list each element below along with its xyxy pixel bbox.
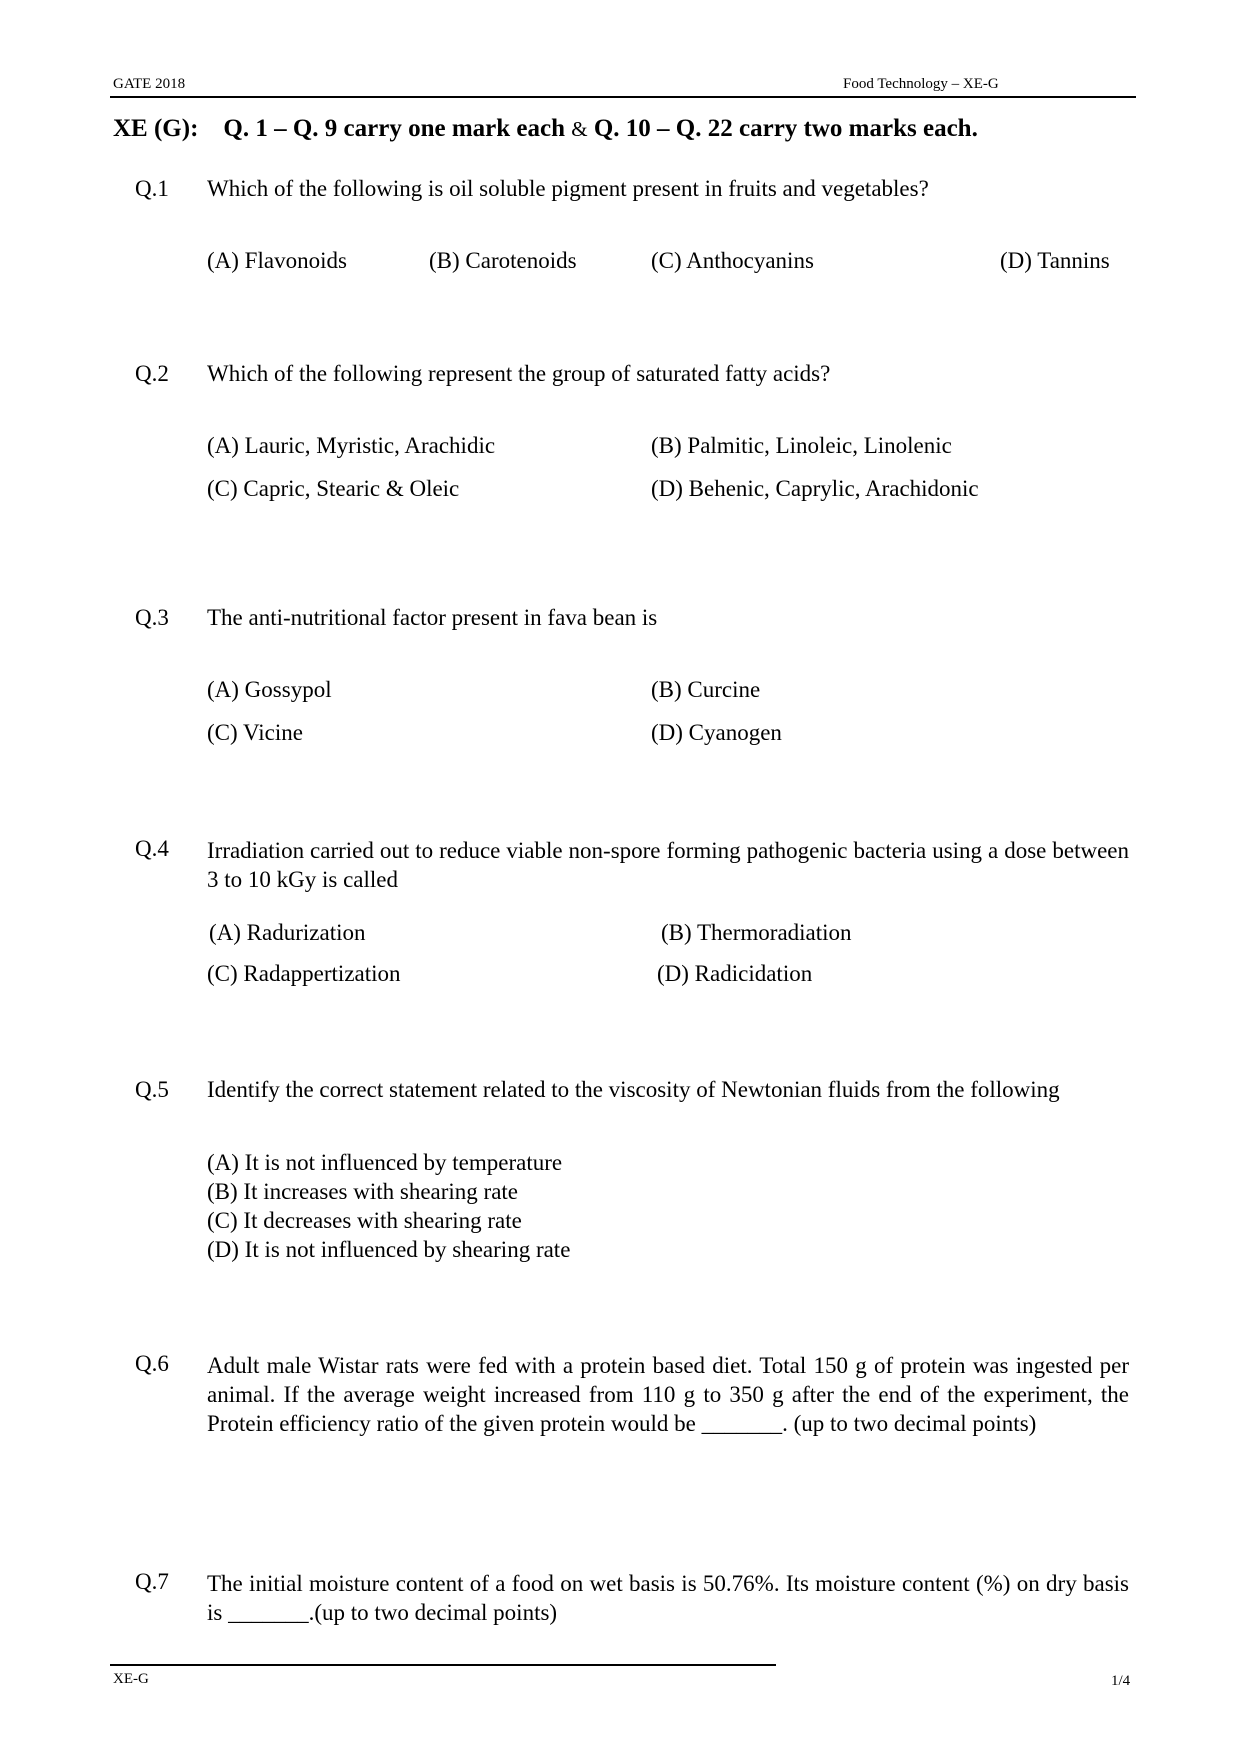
option-a: (A) Radurization: [209, 920, 366, 945]
option-a: (A) It is not influenced by temperature: [207, 1150, 563, 1175]
option-b: (B) Palmitic, Linoleic, Linolenic: [651, 433, 952, 458]
question-number: Q.1: [135, 176, 169, 201]
option-c: (C) Anthocyanins: [651, 248, 814, 273]
question-text: Which of the following represent the group of saturated fatty acids?: [207, 361, 831, 386]
section-code: XE (G):: [113, 115, 199, 142]
option-c: (C) It decreases with shearing rate: [207, 1208, 522, 1233]
section-title: [113, 115, 978, 143]
footer-rule: [110, 1664, 776, 1666]
section-part1: Q. 1 – Q. 9 carry one mark each: [223, 115, 566, 142]
page-number: 1/4: [1111, 1673, 1131, 1689]
header-rule: [110, 96, 1136, 98]
option-list: [207, 1148, 570, 1264]
option-d: (D) Radicidation: [657, 961, 813, 986]
option-a: (A) Lauric, Myristic, Arachidic: [207, 433, 496, 458]
question-text: Adult male Wistar rats were fed with a protein based diet. Total 150 g of protein was ingested per animal. If the average weight increased from 110 g to 350 g after the end of the experiment, the Protein efficiency ratio of the given protein would be _______. (up to two decimal points): [207, 1353, 1129, 1436]
option-b: (B) It increases with shearing rate: [207, 1179, 519, 1204]
option-b: (B) Thermoradiation: [661, 920, 852, 945]
question-text: The initial moisture content of a food on wet basis is 50.76%. Its moisture content (%) on dry basis is _______.(up to two decimal points): [207, 1571, 1129, 1625]
option-c: (C) Vicine: [207, 720, 303, 745]
question-number: Q.2: [135, 361, 169, 386]
option-c: (C) Capric, Stearic & Oleic: [207, 476, 460, 501]
option-a: (A) Gossypol: [207, 677, 332, 702]
option-a: (A) Flavonoids: [207, 248, 347, 273]
option-d: (D) Behenic, Caprylic, Arachidonic: [651, 476, 979, 501]
section-amp: &: [571, 117, 588, 141]
question-text: The anti-nutritional factor present in fava bean is: [207, 605, 658, 630]
question-text: Identify the correct statement related to the viscosity of Newtonian fluids from the following: [207, 1077, 1060, 1102]
footer-left: XE-G: [113, 1671, 149, 1687]
option-b: (B) Curcine: [651, 677, 761, 702]
question-number: Q.4: [135, 836, 169, 861]
section-part2: Q. 10 – Q. 22 carry two marks each.: [593, 115, 978, 142]
question-number: Q.3: [135, 605, 169, 630]
header-left: GATE 2018: [113, 76, 186, 92]
option-d: (D) Tannins: [1000, 248, 1110, 273]
question-text: Irradiation carried out to reduce viable non-spore forming pathogenic bacteria using a dose between 3 to 10 kGy is called: [207, 838, 1129, 892]
question-number: Q.7: [135, 1569, 169, 1594]
question-text: Which of the following is oil soluble pigment present in fruits and vegetables?: [207, 176, 929, 201]
header-right: Food Technology – XE-G: [843, 76, 999, 92]
option-b: (B) Carotenoids: [429, 248, 577, 273]
option-d: (D) Cyanogen: [651, 720, 782, 745]
option-d: (D) It is not influenced by shearing rate: [207, 1237, 571, 1262]
question-number: Q.5: [135, 1077, 169, 1102]
option-c: (C) Radappertization: [207, 961, 401, 986]
question-number: Q.6: [135, 1351, 169, 1376]
